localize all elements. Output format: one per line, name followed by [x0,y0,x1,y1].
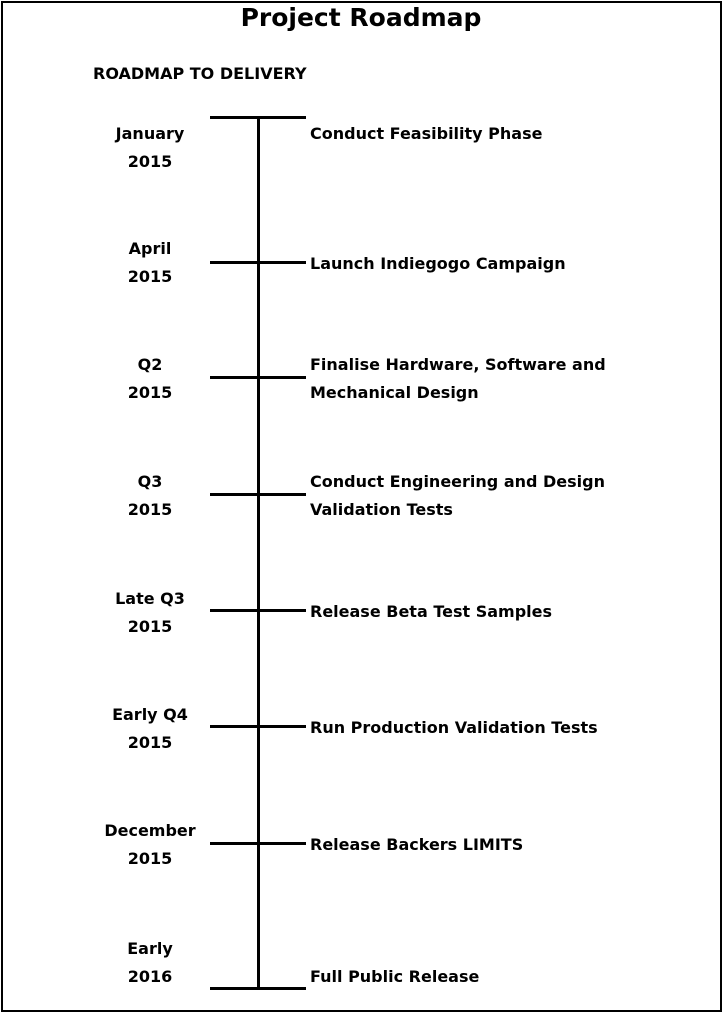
milestone-date-line1: Early [127,939,173,958]
milestone-tick [210,493,306,496]
timeline-bottom-cap [210,987,306,990]
timeline-spine [257,117,260,990]
timeline-top-cap [210,116,306,119]
milestone-date-line1: Late Q3 [115,589,185,608]
milestone-event: Full Public Release [310,967,480,986]
milestone-event: Release Beta Test Samples [310,602,552,621]
milestone-event: Conduct Feasibility Phase [310,124,543,143]
milestone-date [90,235,210,291]
milestone-date-line1: December [104,821,196,840]
page-title: Project Roadmap [240,3,482,32]
milestone-event: Conduct Engineering and Design Validation Tests [310,472,606,519]
milestone-date-line2: 2015 [127,152,173,171]
milestone-date-line2: 2015 [127,383,173,402]
milestone-date-line2: 2015 [127,500,173,519]
milestone-date [90,585,210,641]
roadmap-subtitle: ROADMAP TO DELIVERY [93,64,307,83]
milestone-tick [210,609,306,612]
milestone-date [90,120,210,176]
milestone-date-line2: 2016 [127,967,173,986]
milestone-tick [210,261,306,264]
milestone-date-line1: April [128,239,172,258]
milestone-event: Finalise Hardware, Software and Mechanical Design [310,355,606,402]
milestone-tick [210,376,306,379]
milestone-date [90,351,210,407]
milestone-date-line1: Early Q4 [112,705,188,724]
milestone-date-line2: 2015 [127,267,173,286]
milestone-event: Release Backers LIMITS [310,835,524,854]
milestone-event: Run Production Validation Tests [310,718,598,737]
milestone-date-line1: Q2 [137,355,163,374]
milestone-date [90,468,210,524]
milestone-date [90,701,210,757]
milestone-date-line2: 2015 [127,617,173,636]
milestone-date [90,935,210,991]
milestone-date [90,817,210,873]
milestone-date-line2: 2015 [127,849,173,868]
milestone-date-line1: Q3 [137,472,163,491]
milestone-date-line2: 2015 [127,733,173,752]
milestone-tick [210,725,306,728]
milestone-date-line1: January [115,124,185,143]
milestone-tick [210,842,306,845]
milestone-event: Launch Indiegogo Campaign [310,254,566,273]
